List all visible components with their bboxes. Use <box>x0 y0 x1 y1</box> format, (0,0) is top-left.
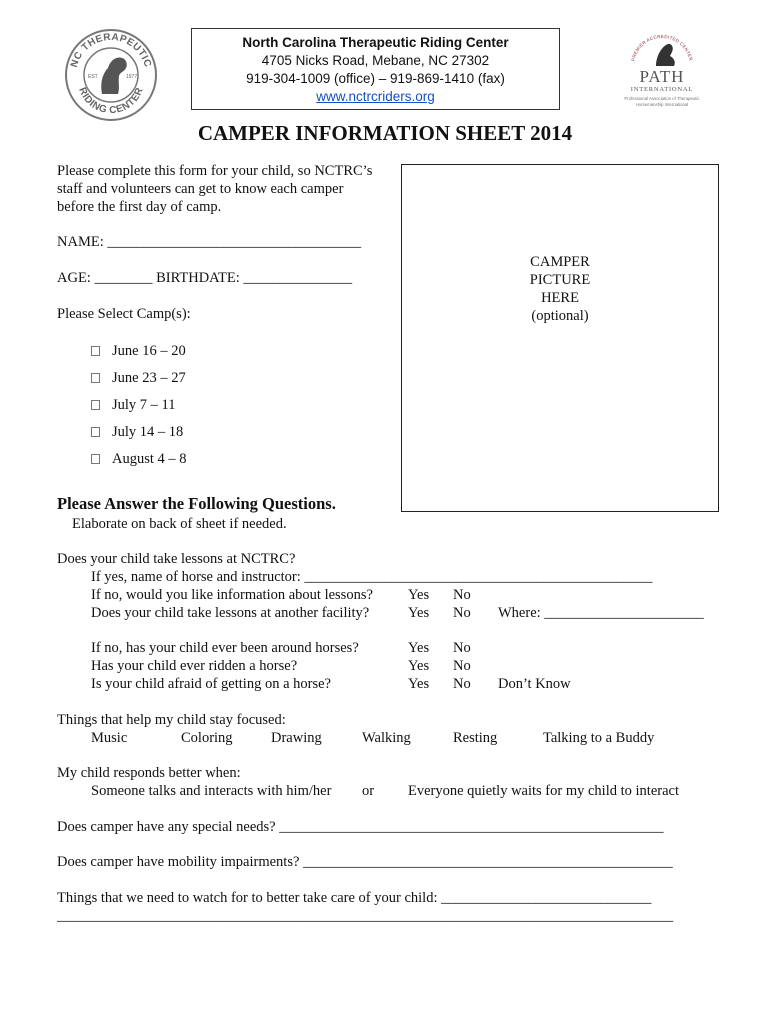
header-contact-box <box>191 28 560 110</box>
address: 4705 Nicks Road, Mebane, NC 27302 <box>261 53 490 68</box>
responds-label: My child responds better when: <box>57 765 241 781</box>
no-option[interactable]: No <box>453 676 471 692</box>
focus-option-talking-buddy[interactable]: Talking to a Buddy <box>543 730 655 746</box>
question-afraid-horse: Is your child afraid of getting on a horse? <box>91 676 331 692</box>
camper-picture-placeholder: CAMPER PICTURE HERE (optional) <box>529 254 591 324</box>
camp-option-july-7[interactable]: July 7 – 11 <box>91 396 176 414</box>
svg-text:EST: EST <box>88 74 98 80</box>
svg-text:PATH: PATH <box>639 67 685 86</box>
horse-instructor-field[interactable]: If yes, name of horse and instructor: ________________________________________________ <box>91 569 653 585</box>
camp-option-august-4[interactable]: August 4 – 8 <box>91 450 187 468</box>
focus-option-resting[interactable]: Resting <box>453 730 498 746</box>
checkbox-icon[interactable] <box>91 427 100 437</box>
svg-text:RIDING CENTER: RIDING CENTER <box>76 85 146 117</box>
yes-option[interactable]: Yes <box>408 658 430 674</box>
no-option[interactable]: No <box>453 605 471 621</box>
yes-option[interactable]: Yes <box>408 640 430 656</box>
special-needs-field[interactable]: Does camper have any special needs? _____________________________________________________ <box>57 819 664 835</box>
no-option[interactable]: No <box>453 640 471 656</box>
svg-text:Horsemanship International: Horsemanship International <box>635 102 689 107</box>
focus-option-coloring[interactable]: Coloring <box>181 730 233 746</box>
responds-option-waits[interactable]: Everyone quietly waits for my child to interact <box>408 783 679 799</box>
svg-text:PREMIER ACCREDITED CENTER: PREMIER ACCREDITED CENTER <box>630 33 694 62</box>
camper-picture-box[interactable] <box>401 164 719 512</box>
svg-text:1977: 1977 <box>126 74 138 80</box>
questions-heading: Please Answer the Following Questions. <box>57 494 336 513</box>
question-info-lessons: If no, would you like information about lessons? <box>91 587 373 603</box>
focus-option-drawing[interactable]: Drawing <box>271 730 322 746</box>
camps-label: Please Select Camp(s): <box>57 306 191 322</box>
svg-text:Professional Association of Th: Professional Association of Therapeutic <box>624 96 700 101</box>
svg-text:NC THERAPEUTIC: NC THERAPEUTIC <box>68 31 154 69</box>
intro-line-2: staff and volunteers can get to know each camper <box>57 181 344 197</box>
org-name: North Carolina Therapeutic Riding Center <box>242 35 509 50</box>
yes-option[interactable]: Yes <box>408 587 430 603</box>
document-title: CAMPER INFORMATION SHEET 2014 <box>197 121 573 145</box>
responds-option-talks[interactable]: Someone talks and interacts with him/her <box>91 783 332 799</box>
watch-for-continuation-line[interactable]: _____________________________________________________________________________________ <box>57 908 674 924</box>
no-option[interactable]: No <box>453 658 471 674</box>
question-other-facility: Does your child take lessons at another facility? <box>91 605 370 621</box>
camp-option-july-14[interactable]: July 14 – 18 <box>91 423 183 441</box>
elaborate-note: Elaborate on back of sheet if needed. <box>72 516 287 532</box>
question-around-horses: If no, has your child ever been around horses? <box>91 640 359 656</box>
where-field[interactable]: Where: ______________________ <box>498 605 704 621</box>
path-international-logo-icon <box>612 32 712 116</box>
yes-option[interactable]: Yes <box>408 676 430 692</box>
responds-or: or <box>362 783 375 799</box>
focus-label: Things that help my child stay focused: <box>57 712 286 728</box>
watch-for-field[interactable]: Things that we need to watch for to better take care of your child: _____________________________ <box>57 890 652 906</box>
checkbox-icon[interactable] <box>91 373 100 383</box>
intro-line-1: Please complete this form for your child, so NCTRC’s <box>57 163 373 179</box>
dont-know-option[interactable]: Don’t Know <box>498 676 571 692</box>
question-ridden-horse: Has your child ever ridden a horse? <box>91 658 298 674</box>
name-field[interactable]: NAME: ___________________________________ <box>57 234 362 250</box>
svg-text:INTERNATIONAL: INTERNATIONAL <box>630 86 694 93</box>
intro-line-3: before the first day of camp. <box>57 199 222 215</box>
mobility-field[interactable]: Does camper have mobility impairments? ___________________________________________________ <box>57 854 673 870</box>
website-link[interactable]: www.nctrcriders.org <box>316 89 435 104</box>
camp-option-june-16[interactable]: June 16 – 20 <box>91 342 186 360</box>
checkbox-icon[interactable] <box>91 400 100 410</box>
focus-option-music[interactable]: Music <box>91 730 128 746</box>
no-option[interactable]: No <box>453 587 471 603</box>
nctrc-horse-seal-logo-icon <box>64 28 158 122</box>
checkbox-icon[interactable] <box>91 454 100 464</box>
phone-fax: 919-304-1009 (office) – 919-869-1410 (fax) <box>246 71 505 86</box>
camp-option-june-23[interactable]: June 23 – 27 <box>91 369 186 387</box>
yes-option[interactable]: Yes <box>408 605 430 621</box>
age-birthdate-field[interactable]: AGE: ________ BIRTHDATE: _______________ <box>57 270 353 286</box>
focus-option-walking[interactable]: Walking <box>362 730 411 746</box>
checkbox-icon[interactable] <box>91 346 100 356</box>
question-lessons-nctrc: Does your child take lessons at NCTRC? <box>57 551 296 567</box>
